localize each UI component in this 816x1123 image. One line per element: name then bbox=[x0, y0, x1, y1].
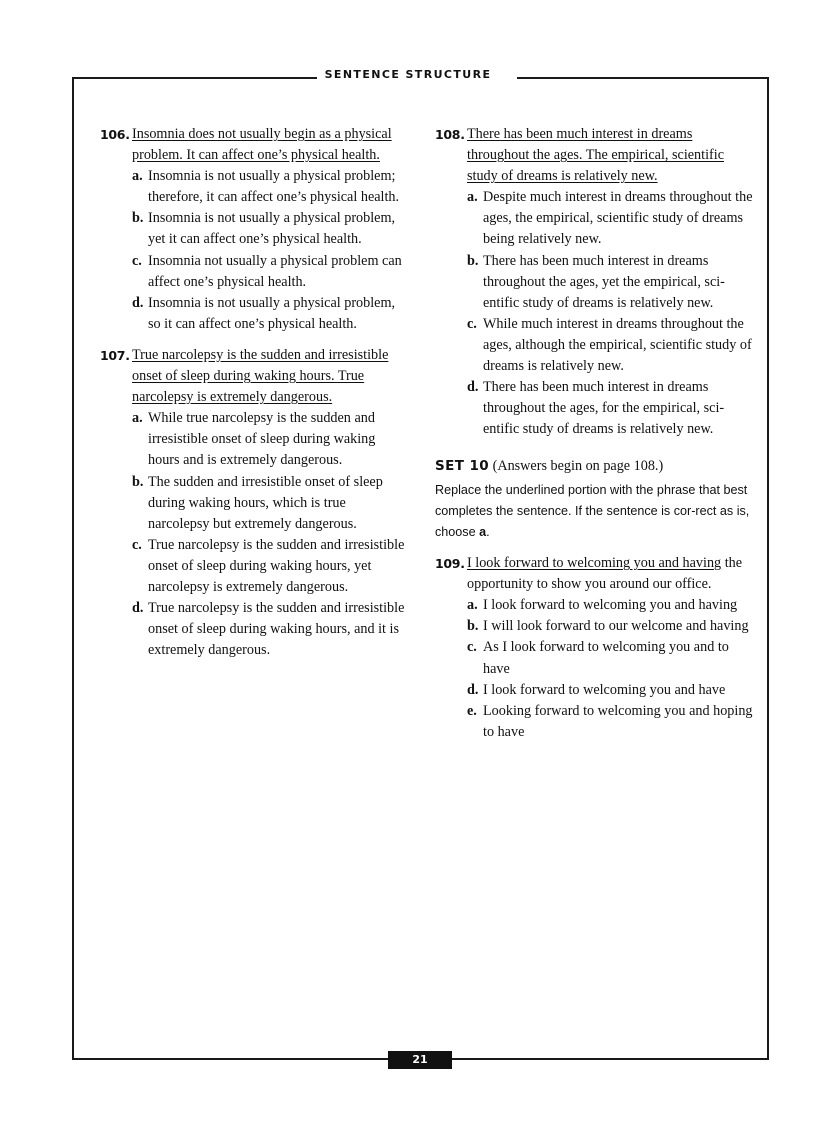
option-text: As I look forward to welcoming you and to have bbox=[483, 639, 729, 677]
option-letter: a. bbox=[467, 597, 478, 614]
instruction-choice: a bbox=[479, 524, 487, 539]
option-text: While true narcolepsy is the sudden and irresistible onset of sleep during waking hours and is extremely dangerous. bbox=[148, 410, 376, 469]
option-a bbox=[132, 408, 410, 471]
option-letter: a. bbox=[467, 189, 478, 206]
option-letter: b. bbox=[132, 473, 144, 490]
option-letter: b. bbox=[467, 618, 479, 635]
option-text: True narcolepsy is the sudden and irresistible onset of sleep during waking hours, yet narcolepsy is extremely dangerous. bbox=[148, 536, 405, 595]
page-number: 21 bbox=[388, 1051, 452, 1069]
option-b bbox=[132, 472, 410, 535]
option-text: I look forward to welcoming you and have bbox=[483, 681, 726, 698]
option-text: There has been much interest in dreams throughout the ages, for the empirical, sci-entific study of dreams is relatively new. bbox=[483, 379, 725, 438]
option-a bbox=[132, 166, 410, 208]
option-letter: c. bbox=[467, 639, 477, 656]
question-stem: True narcolepsy is the sudden and irresistible onset of sleep during waking hours. True narcolepsy is extremely dangerous. bbox=[132, 346, 389, 406]
set-heading bbox=[435, 456, 755, 477]
set-note: (Answers begin on page 108.) bbox=[492, 458, 664, 475]
option-d bbox=[132, 293, 410, 335]
question-107 bbox=[100, 345, 410, 661]
option-letter: c. bbox=[467, 315, 477, 332]
option-text: I will look forward to our welcome and having bbox=[483, 618, 749, 635]
question-number: 107. bbox=[100, 347, 130, 363]
instruction-end: . bbox=[486, 524, 490, 539]
question-106 bbox=[100, 124, 410, 335]
option-letter: a. bbox=[132, 168, 143, 185]
option-letter: d. bbox=[132, 600, 144, 617]
option-c bbox=[132, 251, 410, 293]
option-c bbox=[132, 535, 410, 598]
option-a bbox=[467, 595, 755, 616]
option-a bbox=[467, 187, 755, 250]
option-b bbox=[467, 616, 755, 637]
option-letter: d. bbox=[467, 379, 479, 396]
option-d bbox=[132, 598, 410, 661]
option-text: Insomnia is not usually a physical problem; therefore, it can affect one’s physical health. bbox=[148, 168, 400, 206]
option-letter: e. bbox=[467, 702, 477, 719]
option-text: The sudden and irresistible onset of sleep during waking hours, which is true narcolepsy but extremely dangerous. bbox=[148, 473, 383, 532]
option-letter: b. bbox=[132, 210, 144, 227]
running-header bbox=[0, 68, 816, 81]
question-stem: There has been much interest in dreams throughout the ages. The empirical, scientific study of dreams is relatively new. bbox=[467, 126, 725, 185]
stem-underlined: I look forward to welcoming you and having bbox=[467, 555, 722, 572]
set-instruction bbox=[435, 480, 755, 544]
question-stem bbox=[467, 553, 755, 595]
option-d bbox=[467, 377, 755, 440]
option-letter: a. bbox=[132, 410, 143, 427]
question-number: 109. bbox=[435, 556, 465, 572]
option-b bbox=[467, 251, 755, 314]
question-108 bbox=[435, 124, 755, 440]
header-title: SENTENCE STRUCTURE bbox=[319, 68, 498, 81]
option-d bbox=[467, 680, 755, 701]
set-title: SET 10 bbox=[435, 458, 490, 475]
option-text: Insomnia not usually a physical problem can affect one’s physical health. bbox=[148, 252, 402, 290]
option-text: While much interest in dreams throughout the ages, although the empirical, scientific study of dreams is relatively new. bbox=[483, 315, 752, 375]
option-text: I look forward to welcoming you and having bbox=[483, 597, 738, 614]
option-letter: d. bbox=[467, 681, 479, 698]
option-text: Insomnia is not usually a physical problem, so it can affect one’s physical health. bbox=[148, 294, 396, 332]
option-text: True narcolepsy is the sudden and irresistible onset of sleep during waking hours, and it is extremely dangerous. bbox=[148, 600, 405, 659]
option-c bbox=[467, 637, 755, 679]
option-text: Despite much interest in dreams throughout the ages, the empirical, scientific study of dreams being relatively new. bbox=[483, 189, 753, 248]
option-c bbox=[467, 314, 755, 377]
option-text: Insomnia is not usually a physical problem, yet it can affect one’s physical health. bbox=[148, 210, 396, 248]
stem-rest: the opportunity to show you around our office. bbox=[467, 555, 743, 593]
option-e bbox=[467, 701, 755, 743]
left-column bbox=[100, 124, 410, 661]
option-text: Looking forward to welcoming you and hoping to have bbox=[483, 702, 753, 740]
option-letter: c. bbox=[132, 536, 142, 553]
option-text: There has been much interest in dreams throughout the ages, yet the empirical, sci-entific study of dreams is relatively new. bbox=[483, 252, 725, 311]
option-letter: c. bbox=[132, 252, 142, 269]
question-109 bbox=[435, 553, 755, 743]
question-number: 106. bbox=[100, 127, 130, 142]
option-letter: d. bbox=[132, 294, 144, 311]
question-stem: Insomnia does not usually begin as a physical problem. It can affect one’s physical health. bbox=[132, 126, 392, 164]
option-b bbox=[132, 208, 410, 250]
option-letter: b. bbox=[467, 252, 479, 269]
instruction-text: Replace the underlined portion with the phrase that best completes the sentence. If the sentence is cor-rect as is, choose bbox=[435, 482, 750, 539]
right-column bbox=[435, 124, 755, 743]
question-number: 108. bbox=[435, 127, 465, 142]
